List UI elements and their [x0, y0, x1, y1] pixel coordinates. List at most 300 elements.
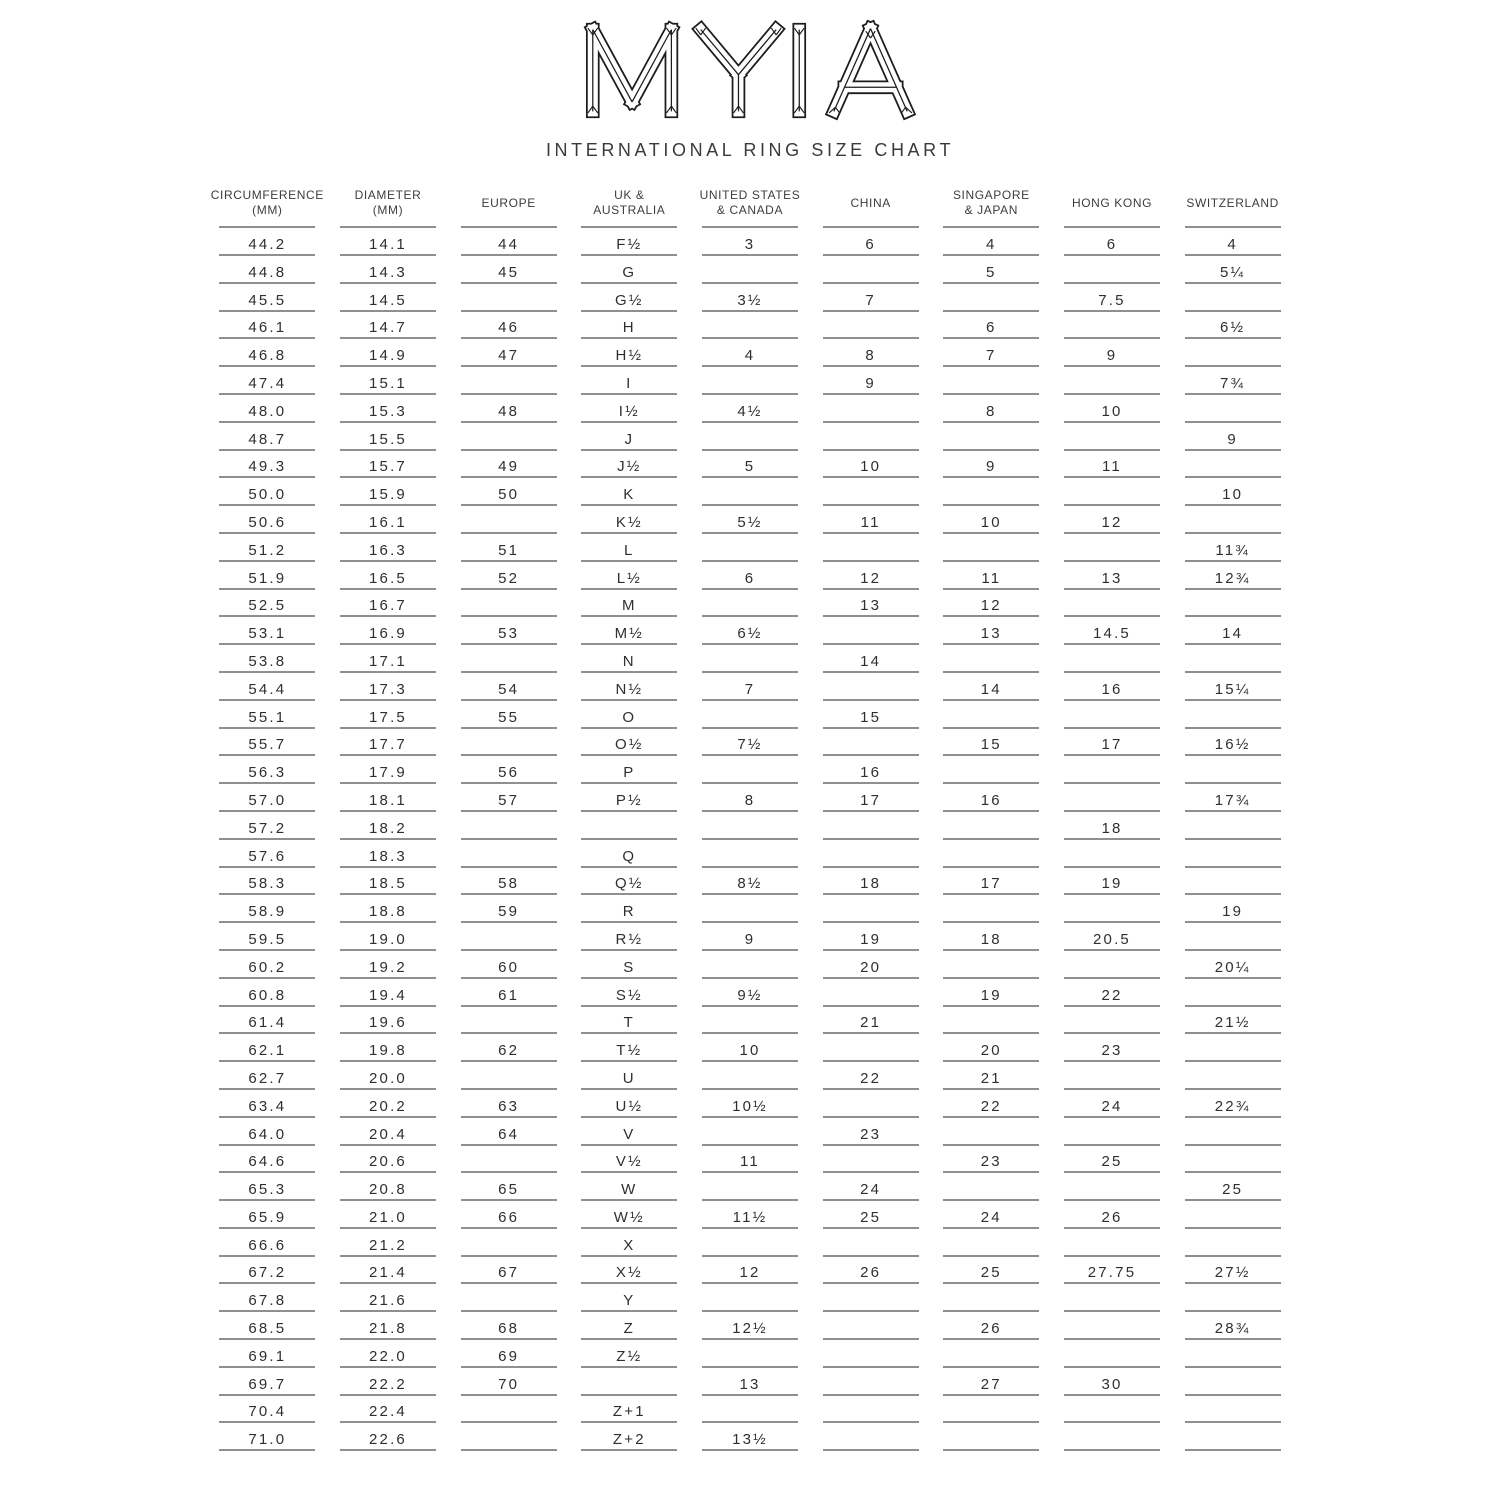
- cell-value: 14.9: [368, 347, 407, 365]
- cell-underline: [340, 504, 436, 506]
- table-cell: [810, 931, 931, 959]
- cell-value: 11: [981, 569, 1002, 587]
- table-cell: [931, 848, 1052, 876]
- table-cell: [1172, 458, 1293, 486]
- cell-value: 12¾: [1214, 569, 1251, 587]
- cell-value: 70: [498, 1375, 520, 1393]
- table-row: [207, 653, 1293, 681]
- table-cell: [1172, 570, 1293, 598]
- table-cell: [810, 347, 931, 375]
- table-cell: [1052, 1153, 1173, 1181]
- table-cell: [448, 1376, 569, 1404]
- cell-underline: [943, 393, 1039, 395]
- cell-underline: [823, 365, 919, 367]
- table-cell: [810, 764, 931, 792]
- table-cell: [328, 1431, 449, 1459]
- cell-value: 17: [980, 875, 1002, 893]
- cell-underline: [823, 810, 919, 812]
- table-cell: [207, 1403, 328, 1431]
- cell-underline: [461, 921, 557, 923]
- table-row: [207, 681, 1293, 709]
- table-cell: [448, 486, 569, 514]
- cell-underline: [581, 337, 677, 339]
- table-cell: [569, 1098, 690, 1126]
- table-cell: [931, 403, 1052, 431]
- table-cell: [1172, 1098, 1293, 1126]
- cell-underline: [581, 810, 677, 812]
- cell-value: 23: [1101, 1042, 1123, 1060]
- cell-underline: [340, 1005, 436, 1007]
- cell-underline: [1185, 699, 1281, 701]
- cell-underline: [702, 1282, 798, 1284]
- cell-underline: [461, 754, 557, 756]
- cell-underline: [581, 615, 677, 617]
- table-row: [207, 1126, 1293, 1154]
- table-cell: [1172, 1153, 1293, 1181]
- cell-underline: [1185, 1116, 1281, 1118]
- table-cell: [328, 570, 449, 598]
- table-cell: [328, 1014, 449, 1042]
- table-row: [207, 319, 1293, 347]
- column-header-label: CHINA: [850, 195, 891, 210]
- cell-value: 48.0: [248, 402, 287, 420]
- cell-underline: [702, 1088, 798, 1090]
- cell-value: 58: [498, 875, 520, 893]
- cell-underline: [219, 532, 315, 534]
- cell-value: 26: [860, 1264, 882, 1282]
- cell-underline: [219, 310, 315, 312]
- cell-underline: [581, 949, 677, 951]
- cell-underline: [219, 643, 315, 645]
- cell-underline: [581, 782, 677, 784]
- table-cell: [1172, 681, 1293, 709]
- table-cell: [1052, 764, 1173, 792]
- table-cell: [448, 1237, 569, 1265]
- column-header-china: [810, 180, 931, 228]
- cell-underline: [943, 504, 1039, 506]
- cell-value: 44.2: [248, 236, 287, 253]
- table-cell: [328, 792, 449, 820]
- table-cell: [690, 1264, 811, 1292]
- cell-value: U½: [615, 1097, 644, 1115]
- cell-underline: [461, 699, 557, 701]
- cell-underline: [461, 365, 557, 367]
- table-cell: [810, 292, 931, 320]
- cell-underline: [1064, 866, 1160, 868]
- table-cell: [569, 292, 690, 320]
- table-cell: [569, 347, 690, 375]
- cell-value: 9: [1227, 430, 1238, 448]
- table-cell: [207, 1153, 328, 1181]
- table-row: [207, 764, 1293, 792]
- table-cell: [931, 764, 1052, 792]
- cell-underline: [702, 310, 798, 312]
- cell-value: 25: [1222, 1181, 1244, 1199]
- cell-underline: [581, 560, 677, 562]
- cell-underline: [461, 1227, 557, 1229]
- table-cell: [931, 236, 1052, 264]
- table-cell: [569, 987, 690, 1015]
- cell-underline: [1064, 504, 1160, 506]
- column-header-united-states-canada: [690, 180, 811, 228]
- table-cell: [328, 820, 449, 848]
- cell-underline: [823, 421, 919, 423]
- cell-underline: [1185, 1366, 1281, 1368]
- table-cell: [207, 570, 328, 598]
- cell-underline: [1185, 476, 1281, 478]
- cell-value: 12: [1101, 513, 1123, 531]
- cell-value: 13½: [732, 1431, 768, 1449]
- cell-value: 67.8: [248, 1292, 287, 1310]
- cell-underline: [823, 1366, 919, 1368]
- cell-underline: [581, 921, 677, 923]
- cell-value: 4½: [737, 402, 763, 420]
- cell-underline: [461, 893, 557, 895]
- table-cell: [569, 1070, 690, 1098]
- table-cell: [1172, 347, 1293, 375]
- cell-underline: [1064, 532, 1160, 534]
- table-cell: [690, 486, 811, 514]
- cell-underline: [943, 754, 1039, 756]
- table-cell: [810, 319, 931, 347]
- table-cell: [810, 709, 931, 737]
- cell-underline: [943, 893, 1039, 895]
- cell-underline: [340, 866, 436, 868]
- table-cell: [207, 1098, 328, 1126]
- table-cell: [1172, 236, 1293, 264]
- table-cell: [1172, 931, 1293, 959]
- cell-value: 14: [1222, 625, 1244, 643]
- cell-underline: [219, 1282, 315, 1284]
- table-cell: [810, 875, 931, 903]
- table-cell: [207, 1320, 328, 1348]
- table-cell: [690, 903, 811, 931]
- table-cell: [569, 1348, 690, 1376]
- cell-value: N: [622, 652, 636, 670]
- cell-underline: [1064, 671, 1160, 673]
- cell-underline: [1185, 977, 1281, 979]
- cell-underline: [581, 1366, 677, 1368]
- cell-underline: [581, 643, 677, 645]
- cell-underline: [219, 615, 315, 617]
- cell-value: 65.3: [248, 1181, 287, 1199]
- cell-underline: [1185, 866, 1281, 868]
- table-cell: [328, 875, 449, 903]
- table-cell: [1052, 875, 1173, 903]
- table-cell: [448, 1403, 569, 1431]
- cell-value: 12: [980, 597, 1002, 615]
- cell-underline: [823, 1032, 919, 1034]
- table-cell: [690, 1237, 811, 1265]
- cell-underline: [823, 1171, 919, 1173]
- cell-value: 16.7: [368, 597, 407, 615]
- cell-value: M½: [614, 625, 645, 643]
- cell-underline: [461, 504, 557, 506]
- table-cell: [207, 1348, 328, 1376]
- cell-underline: [1064, 1144, 1160, 1146]
- cell-underline: [581, 838, 677, 840]
- cell-underline: [1185, 921, 1281, 923]
- cell-value: 12: [860, 569, 882, 587]
- cell-underline: [219, 671, 315, 673]
- cell-underline: [1064, 1032, 1160, 1034]
- table-cell: [810, 959, 931, 987]
- table-cell: [1052, 1264, 1173, 1292]
- cell-underline: [340, 282, 436, 284]
- cell-underline: [581, 977, 677, 979]
- table-cell: [690, 1376, 811, 1404]
- cell-value: 55.7: [248, 736, 287, 754]
- cell-underline: [461, 810, 557, 812]
- table-cell: [569, 458, 690, 486]
- cell-value: 21.8: [368, 1320, 407, 1338]
- cell-underline: [943, 1366, 1039, 1368]
- table-cell: [1172, 403, 1293, 431]
- cell-underline: [340, 727, 436, 729]
- cell-value: 17.5: [368, 708, 407, 726]
- cell-value: 17.9: [368, 764, 407, 782]
- cell-underline: [823, 1394, 919, 1396]
- table-cell: [448, 792, 569, 820]
- cell-underline: [461, 1005, 557, 1007]
- cell-underline: [581, 727, 677, 729]
- cell-underline: [823, 1060, 919, 1062]
- cell-underline: [823, 1144, 919, 1146]
- cell-underline: [219, 1255, 315, 1257]
- brand-header: [0, 16, 1500, 161]
- cell-value: 6: [744, 569, 756, 587]
- table-cell: [810, 1292, 931, 1320]
- table-cell: [328, 1292, 449, 1320]
- table-cell: [1172, 1403, 1293, 1431]
- cell-value: 16.9: [368, 625, 407, 643]
- cell-underline: [943, 1394, 1039, 1396]
- table-cell: [448, 458, 569, 486]
- cell-value: 49.3: [248, 458, 287, 476]
- cell-underline: [702, 643, 798, 645]
- table-row: [207, 292, 1293, 320]
- table-row: [207, 264, 1293, 292]
- cell-value: 9½: [737, 986, 763, 1004]
- table-cell: [569, 1014, 690, 1042]
- column-header-hong-kong: [1052, 180, 1173, 228]
- cell-value: 19.8: [368, 1042, 407, 1060]
- table-cell: [1172, 1431, 1293, 1459]
- table-row: [207, 1070, 1293, 1098]
- cell-underline: [702, 1144, 798, 1146]
- table-cell: [690, 987, 811, 1015]
- table-cell: [1172, 653, 1293, 681]
- cell-value: K½: [615, 513, 643, 531]
- table-cell: [690, 264, 811, 292]
- cell-underline: [1064, 754, 1160, 756]
- cell-underline: [581, 1171, 677, 1173]
- cell-value: 23: [980, 1153, 1002, 1171]
- table-cell: [569, 514, 690, 542]
- cell-underline: [581, 893, 677, 895]
- cell-underline: [943, 1032, 1039, 1034]
- table-cell: [931, 1014, 1052, 1042]
- cell-underline: [823, 866, 919, 868]
- cell-underline: [219, 421, 315, 423]
- cell-underline: [702, 254, 798, 256]
- cell-underline: [340, 1171, 436, 1173]
- cell-value: Q: [622, 847, 637, 865]
- cell-underline: [1064, 337, 1160, 339]
- cell-value: 18.5: [368, 875, 407, 893]
- cell-underline: [1185, 1282, 1281, 1284]
- table-cell: [1172, 264, 1293, 292]
- cell-value: 20: [860, 958, 882, 976]
- table-cell: [1172, 736, 1293, 764]
- page-title: INTERNATIONAL RING SIZE CHART: [545, 140, 955, 160]
- table-row: [207, 875, 1293, 903]
- cell-underline: [943, 282, 1039, 284]
- cell-value: 69.1: [248, 1347, 287, 1365]
- cell-underline: [823, 310, 919, 312]
- cell-underline: [1064, 588, 1160, 590]
- table-cell: [810, 820, 931, 848]
- table-cell: [931, 431, 1052, 459]
- cell-value: G½: [615, 291, 644, 309]
- cell-underline: [1185, 643, 1281, 645]
- cell-underline: [340, 1282, 436, 1284]
- cell-underline: [1064, 1005, 1160, 1007]
- table-row: [207, 736, 1293, 764]
- table-cell: [569, 486, 690, 514]
- cell-value: 25: [1101, 1153, 1123, 1171]
- table-cell: [1052, 486, 1173, 514]
- cell-underline: [1064, 476, 1160, 478]
- cell-underline: [1185, 560, 1281, 562]
- cell-underline: [340, 588, 436, 590]
- table-cell: [810, 570, 931, 598]
- cell-value: 18.2: [368, 819, 407, 837]
- table-cell: [569, 625, 690, 653]
- cell-value: 58.3: [248, 875, 287, 893]
- cell-value: X: [623, 1236, 636, 1254]
- cell-underline: [461, 254, 557, 256]
- cell-underline: [219, 1394, 315, 1396]
- table-cell: [328, 1181, 449, 1209]
- cell-underline: [943, 1449, 1039, 1451]
- table-cell: [810, 458, 931, 486]
- table-row: [207, 903, 1293, 931]
- cell-value: 47: [498, 347, 520, 365]
- column-header-label: UK & AUSTRALIA: [593, 188, 666, 217]
- table-cell: [931, 1070, 1052, 1098]
- cell-underline: [340, 1227, 436, 1229]
- cell-underline: [1185, 671, 1281, 673]
- cell-value: 14: [980, 680, 1002, 698]
- header-underline: [461, 226, 557, 228]
- cell-underline: [461, 1199, 557, 1201]
- table-cell: [1172, 848, 1293, 876]
- cell-underline: [461, 1032, 557, 1034]
- table-cell: [690, 875, 811, 903]
- cell-underline: [1064, 1394, 1160, 1396]
- table-cell: [931, 1431, 1052, 1459]
- cell-underline: [461, 1338, 557, 1340]
- cell-value: 17: [1101, 736, 1123, 754]
- table-cell: [448, 848, 569, 876]
- cell-value: J: [624, 430, 635, 448]
- cell-value: 19.4: [368, 986, 407, 1004]
- table-cell: [328, 1126, 449, 1154]
- cell-underline: [219, 921, 315, 923]
- cell-underline: [461, 643, 557, 645]
- cell-value: 21.0: [368, 1208, 407, 1226]
- cell-value: 66: [498, 1208, 520, 1226]
- table-cell: [690, 1348, 811, 1376]
- cell-underline: [581, 1005, 677, 1007]
- table-cell: [569, 709, 690, 737]
- cell-underline: [823, 699, 919, 701]
- table-cell: [448, 542, 569, 570]
- cell-value: 59: [498, 903, 520, 921]
- cell-value: 51.2: [248, 541, 287, 559]
- cell-underline: [823, 643, 919, 645]
- cell-underline: [340, 1060, 436, 1062]
- table-cell: [328, 1042, 449, 1070]
- cell-underline: [581, 1199, 677, 1201]
- cell-underline: [1185, 532, 1281, 534]
- cell-underline: [702, 671, 798, 673]
- cell-underline: [581, 254, 677, 256]
- table-cell: [328, 736, 449, 764]
- cell-value: 19: [860, 930, 882, 948]
- cell-value: 48.7: [248, 430, 287, 448]
- table-cell: [810, 1098, 931, 1126]
- cell-value: 45.5: [248, 291, 287, 309]
- myia-logo-svg: [577, 16, 923, 125]
- column-header-uk-australia: [569, 180, 690, 228]
- table-cell: [1172, 1320, 1293, 1348]
- cell-underline: [1185, 1144, 1281, 1146]
- table-cell: [810, 1014, 931, 1042]
- table-cell: [810, 1264, 931, 1292]
- cell-underline: [340, 393, 436, 395]
- cell-underline: [943, 560, 1039, 562]
- header-underline: [702, 226, 798, 228]
- table-cell: [448, 570, 569, 598]
- table-cell: [448, 1209, 569, 1237]
- cell-value: 20.6: [368, 1153, 407, 1171]
- cell-value: 27.75: [1087, 1264, 1137, 1282]
- cell-value: 20.8: [368, 1181, 407, 1199]
- cell-underline: [702, 810, 798, 812]
- table-cell: [448, 1070, 569, 1098]
- table-cell: [1052, 514, 1173, 542]
- cell-value: 11½: [732, 1208, 768, 1226]
- cell-value: F½: [616, 236, 643, 253]
- column-header-diameter-mm: [328, 180, 449, 228]
- cell-underline: [219, 1144, 315, 1146]
- cell-value: I½: [618, 402, 640, 420]
- cell-underline: [702, 1227, 798, 1229]
- cell-underline: [1064, 1255, 1160, 1257]
- table-cell: [207, 319, 328, 347]
- table-cell: [569, 542, 690, 570]
- table-cell: [328, 931, 449, 959]
- cell-value: 8: [865, 347, 876, 365]
- cell-value: 22.2: [368, 1375, 407, 1393]
- cell-underline: [1064, 1227, 1160, 1229]
- table-cell: [810, 903, 931, 931]
- cell-underline: [461, 1144, 557, 1146]
- cell-value: 62: [498, 1042, 520, 1060]
- table-cell: [931, 486, 1052, 514]
